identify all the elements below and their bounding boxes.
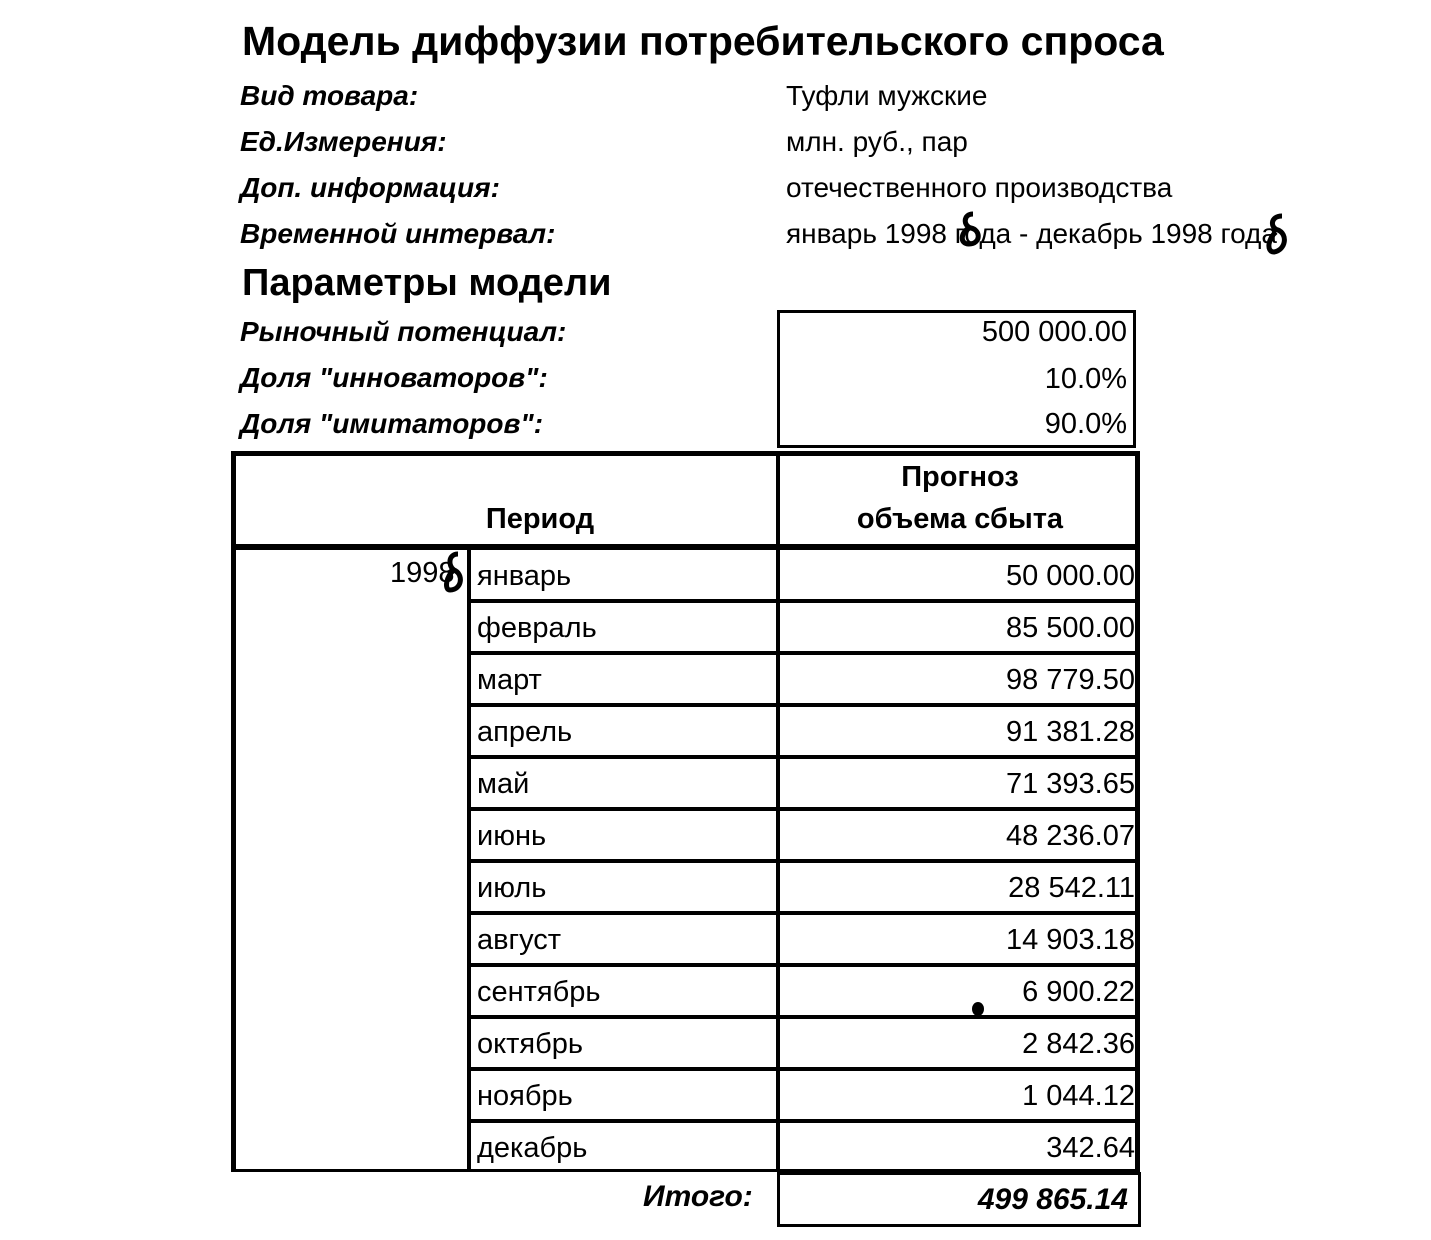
header-forecast-line1: Прогноз: [901, 461, 1019, 493]
handwritten-correction-mark: [440, 550, 468, 596]
params-title: Параметры модели: [242, 262, 612, 304]
forecast-value-cell: 71 393.65: [1005, 768, 1135, 800]
handwritten-correction-mark: [955, 210, 985, 250]
info-label-product: Вид товара:: [240, 80, 419, 111]
forecast-value-cell: 1 044.12: [1022, 1080, 1135, 1112]
forecast-value-cell: 85 500.00: [1005, 612, 1135, 644]
total-box: [777, 1172, 1141, 1227]
month-cell: июнь: [477, 820, 547, 852]
forecast-value-cell: 28 542.11: [1008, 872, 1135, 904]
month-cell: декабрь: [477, 1132, 588, 1164]
params-box: [777, 310, 1136, 448]
month-cell: август: [477, 924, 562, 956]
handwritten-correction-mark: [1262, 212, 1292, 258]
header-forecast-line2: объема сбыта: [856, 503, 1064, 535]
month-cell: ноябрь: [477, 1080, 573, 1112]
forecast-value-cell: 14 903.18: [1005, 924, 1135, 956]
param-label-innovators: Доля "инноваторов":: [240, 362, 548, 393]
month-cell: февраль: [477, 612, 597, 644]
param-label-imitators: Доля "имитаторов":: [240, 408, 544, 439]
forecast-value-cell: 6 900.22: [1022, 976, 1135, 1008]
month-cell: март: [477, 664, 542, 696]
forecast-value-cell: 2 842.36: [1022, 1028, 1135, 1060]
month-cell: июль: [477, 872, 547, 904]
forecast-value-cell: 98 779.50: [1005, 664, 1135, 696]
month-cell: май: [477, 768, 530, 800]
param-value-innovators: 10.0%: [1044, 363, 1127, 395]
forecast-value-cell: 91 381.28: [1005, 716, 1135, 748]
month-cell: сентябрь: [477, 976, 601, 1008]
info-value-interval: январь 1998 года - декабрь 1998 года: [786, 218, 1277, 249]
param-value-potential: 500 000.00: [981, 316, 1127, 348]
info-label-unit: Ед.Измерения:: [240, 126, 447, 157]
total-value: 499 865.14: [977, 1183, 1128, 1216]
info-value-unit: млн. руб., пар: [786, 126, 968, 157]
header-period: Период: [485, 503, 595, 535]
month-cell: апрель: [477, 716, 573, 748]
document-title: Модель диффузии потребительского спроса: [242, 18, 1164, 64]
forecast-value-cell: 48 236.07: [1005, 820, 1135, 852]
forecast-value-cell: 50 000.00: [1005, 560, 1135, 592]
ink-dot-mark: [968, 998, 988, 1018]
info-value-product: Туфли мужские: [786, 80, 988, 111]
forecast-table: [231, 451, 1140, 1172]
info-value-extra: отечественного производства: [786, 172, 1173, 203]
info-label-extra: Доп. информация:: [240, 172, 500, 203]
param-label-potential: Рыночный потенциал:: [240, 316, 567, 347]
month-cell: январь: [477, 560, 572, 592]
total-label: Итого:: [643, 1180, 753, 1213]
month-cell: октябрь: [477, 1028, 583, 1060]
info-label-interval: Временной интервал:: [240, 218, 556, 249]
param-value-imitators: 90.0%: [1044, 408, 1127, 440]
forecast-value-cell: 342.64: [1046, 1132, 1135, 1164]
year-cell: 1998: [390, 557, 455, 589]
